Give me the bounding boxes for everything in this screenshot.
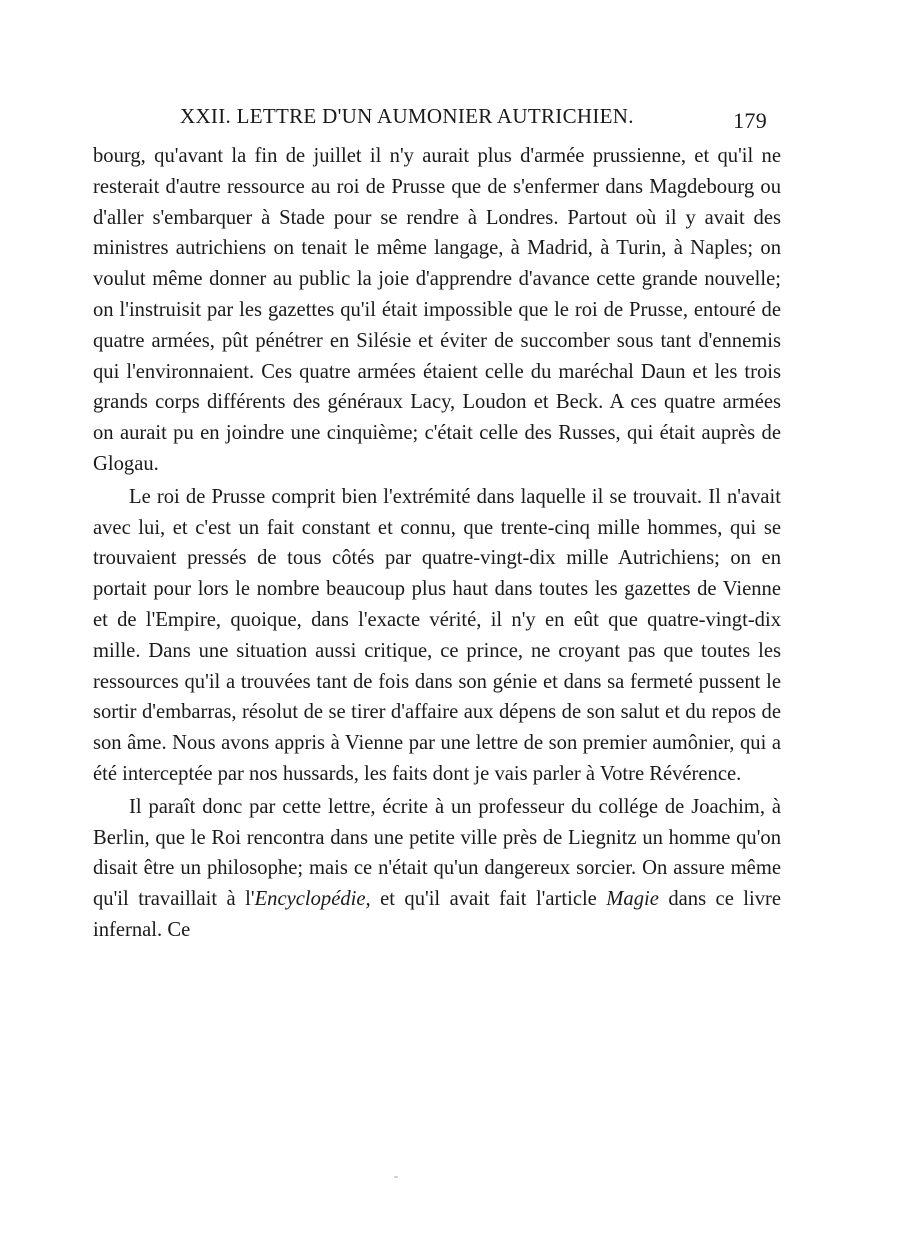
paragraph-3-text-middle: et qu'il avait fait l'article — [370, 888, 607, 911]
paragraph-1: bourg, qu'avant la fin de juillet il n'y aurait plus d'armée prussienne, et qu'il ne resterait d'autre ressource au roi de Prusse que de s'enfermer dans Magdebourg ou d'aller s'embarquer à Stade pour se rendre à Londres. Partout où il y avait des ministres autrichiens on tenait le même langage, à Madrid, à Turin, à Naples; on voulut même donner au public la joie d'apprendre d'avance cette grande nouvelle; on l'instruisit par les gazettes qu'il était impossible que le roi de Prusse, entouré de quatre armées, pût pénétrer en Silésie et éviter de succomber sous tant d'ennemis qui l'environnaient. Ces quatre armées étaient celle du maréchal Daun et les trois grands corps différents des généraux Lacy, Loudon et Beck. A ces quatre armées on aurait pu en joindre une cinquième; c'était celle des Russes, qui était auprès de Glogau. — [93, 145, 781, 475]
page-number: 179 — [733, 108, 767, 133]
paragraph-3-text-end: dans ce livre infernal. Ce — [93, 888, 782, 941]
running-head — [93, 100, 781, 140]
paragraph-3 — [93, 792, 781, 946]
paragraph-2: Le roi de Prusse comprit bien l'extrémité dans laquelle il se trouvait. Il n'avait avec lui, et c'est un fait constant et connu, que trente-cinq mille hommes, qui se trouvaient pressés de tous côtés par quatre-vingt-dix mille Autrichiens; on en portait pour lors le nombre beaucoup plus haut dans toutes les gazettes de Vienne et de l'Empire, quoique, dans l'exacte vérité, il n'y en eût que quatre-vingt-dix mille. Dans une situation aussi critique, ce prince, ne croyant pas que toutes les ressources qu'il a trouvées tant de fois dans son génie et dans sa fermeté pussent le sortir d'embarras, résolut de se tirer d'affaire aux dépens de son salut et du repos de son âme. Nous avons appris à Vienne par une lettre de son premier aumônier, qui a été interceptée par nos hussards, les faits dont je vais parler à Votre Révérence. — [93, 485, 781, 785]
book-page — [93, 100, 781, 946]
paragraph-3-text-start: Il paraît donc par cette lettre, écrite à un professeur du collége de Joachim, à Berlin, que le Roi rencontra dans une petite ville près de Liegnitz un homme qu'on disait être un philosophe; mais ce n'était qu'un dangereux sorcier. On assure même qu'il travaillait à l' — [93, 795, 781, 911]
print-speck — [394, 1176, 398, 1178]
italic-title-magie: Magie — [606, 888, 659, 911]
italic-title-encyclopedie: Encyclopédie, — [254, 888, 371, 911]
body-text — [93, 141, 781, 946]
running-title: XXII. LETTRE D'UN AUMONIER AUTRICHIEN. — [180, 104, 634, 128]
